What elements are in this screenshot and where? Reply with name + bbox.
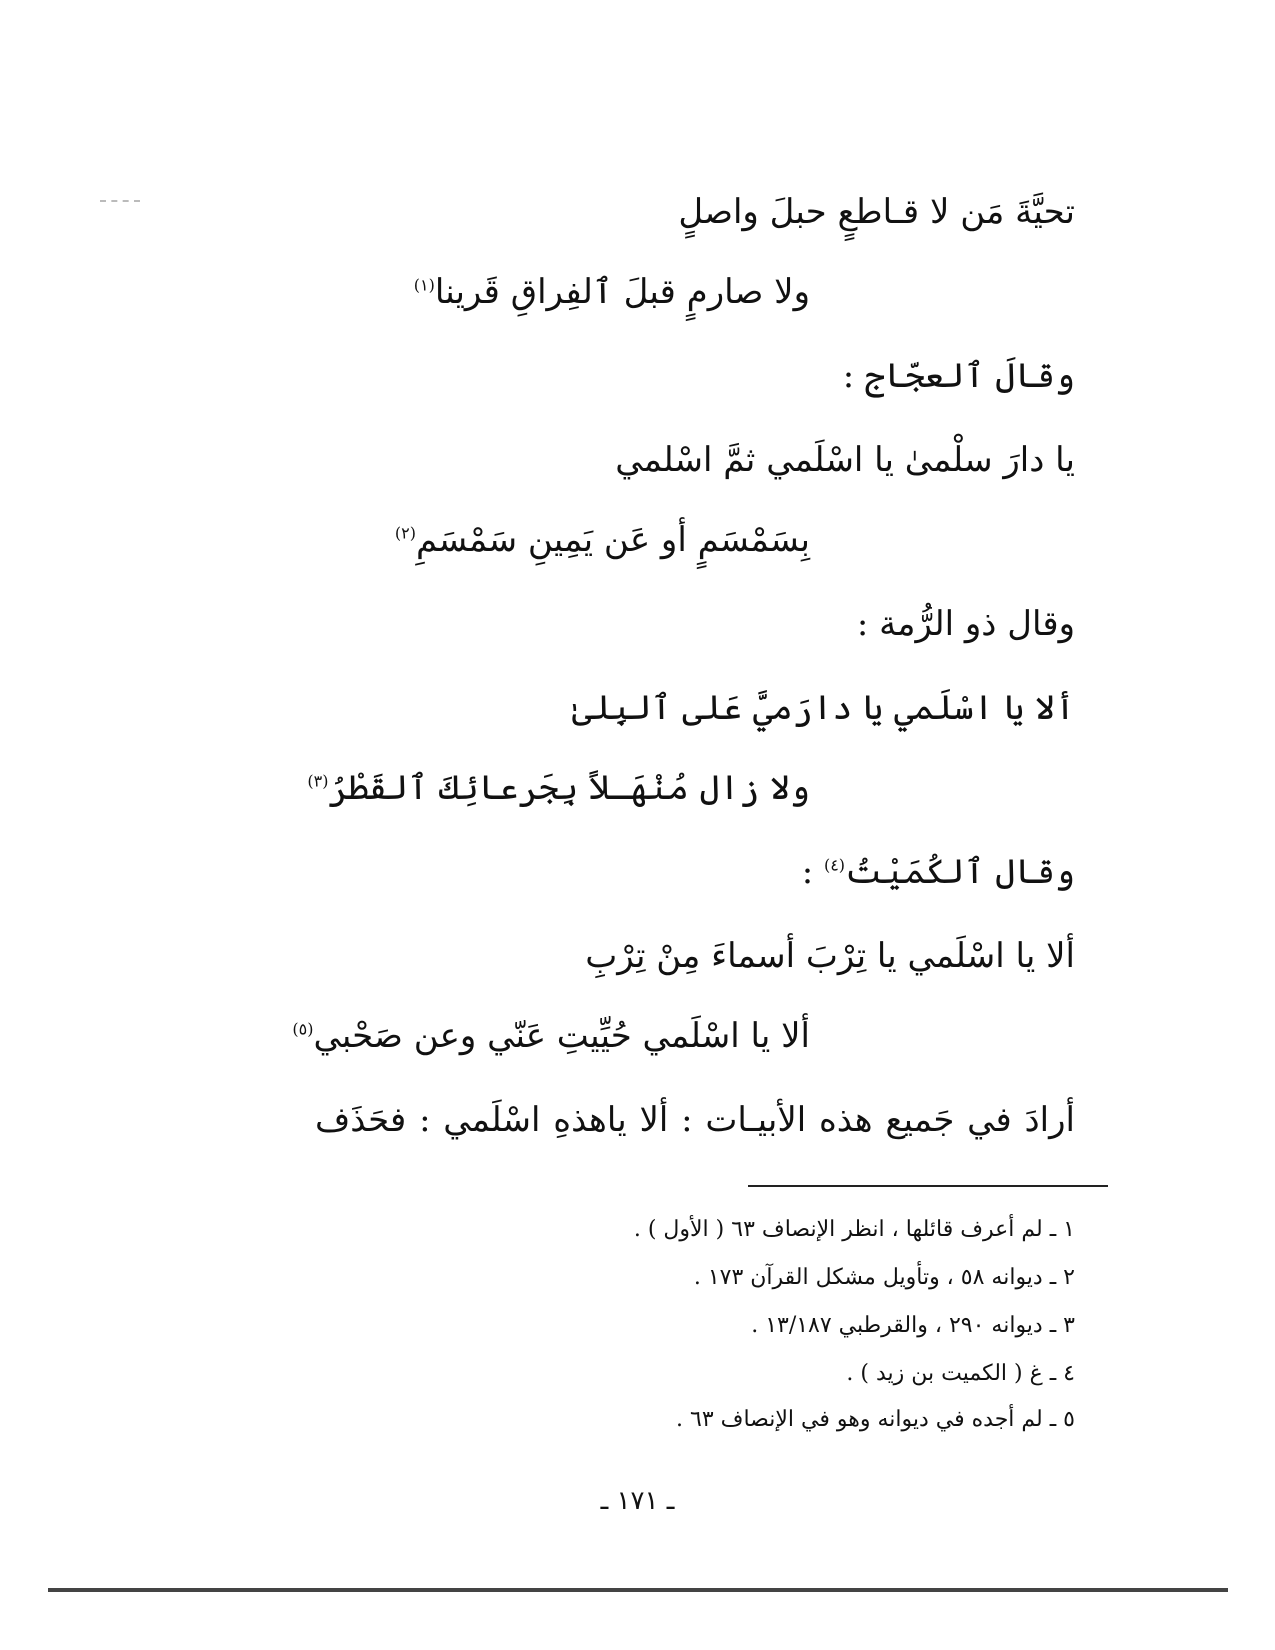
footnote-ref-1: (١) (413, 275, 435, 295)
attribution-kumayt: وقال ٱلكُمَيْتُ$^{(٤)}$ : (801, 852, 1075, 892)
attribution-ajjaj: وقالَ ٱلعجّاج : (842, 356, 1075, 396)
footnote-4: ٤ ـ غ ( الكميت بن زيد ) . (846, 1361, 1075, 1386)
verse-4-first-hemistich: ألا يا اسْلَمي يا تِرْبَ أسماءَ مِنْ تِرْبِ (585, 936, 1075, 976)
verse-2-first-hemistich: يا دارَ سلْمىٰ يا اسْلَمي ثمَّ اسْلمي (615, 440, 1075, 480)
verse-1-first-hemistich: تحيَّةَ مَن لا قـاطعٍ حبلَ واصلٍ (678, 192, 1075, 232)
footnote-ref-5: (٥) (292, 1019, 314, 1039)
footnote-5: ٥ ـ لم أجده في ديوانه وهو في الإنصاف ٦٣ . (676, 1407, 1075, 1432)
scan-bottom-edge (48, 1588, 1228, 1592)
footnote-2: ٢ ـ ديوانه ٥٨ ، وتأويل مشكل القرآن ١٧٣ . (693, 1265, 1075, 1290)
prose-line: أرادَ في جَميع هذه الأبيـات : ألا ياهذهِ اسْلَمي : فحَذَف (315, 1100, 1075, 1140)
footnote-ref-3: (٣) (307, 771, 329, 791)
page-number: ـ ١٧١ ـ (600, 1486, 675, 1516)
verse-2-second-hemistich: بِسَمْسَمٍ أو عَن يَمِينِ سَمْسَمِ$^{(٢)}$ (394, 520, 810, 560)
verse-3-second-hemistich: ولا زال مُنْهَـلاً بِجَرعائِكَ ٱلقَطْرُ$^{(٣)}$ (307, 768, 810, 808)
footnote-1: ١ ـ لم أعرف قائلها ، انظر الإنصاف ٦٣ ( الأول ) . (633, 1217, 1075, 1242)
footnote-separator (748, 1185, 1108, 1187)
verse-4-second-hemistich: ألا يا اسْلَمي حُيِّيتِ عَنّي وعن صَحْبي$^{(٥)}$ (292, 1016, 810, 1056)
scan-artifact (100, 200, 140, 202)
attribution-dhu-rumma: وقال ذو الرُّمة : (856, 604, 1075, 644)
footnote-ref-2: (٢) (394, 523, 416, 543)
verse-3-first-hemistich: ألا يا اسْلَمي يا دارَميَّ عَلى ٱلبِلىٰ (571, 688, 1075, 728)
footnote-ref-4: (٤) (823, 855, 846, 875)
footnote-3: ٣ ـ ديوانه ٢٩٠ ، والقرطبي ١٣/١٨٧ . (751, 1313, 1075, 1338)
verse-1-second-hemistich: ولا صارمٍ قبلَ ٱلفِراقِ قَرينا$^{(١)}$ (413, 272, 810, 312)
